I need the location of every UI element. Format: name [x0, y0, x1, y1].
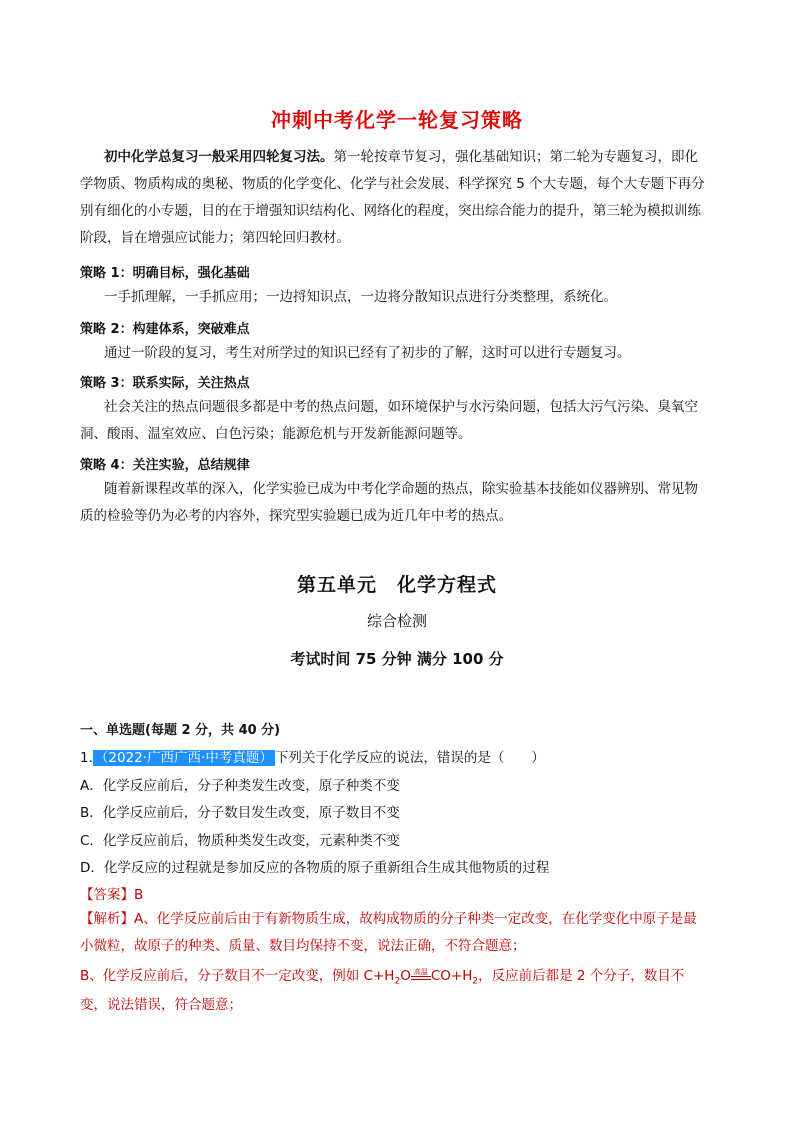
strategy-heading: 策略 2：构建体系，突破难点: [80, 322, 250, 337]
strategy-text: 社会关注的热点问题很多都是中考的热点问题，如环境保护与水污染问题，包括大污气污染、臭氧空: [104, 399, 698, 415]
option-d: D．化学反应的过程就是参加反应的各物质的原子重新组合生成其他物质的过程: [80, 860, 550, 876]
strategy-text: 一手抓理解，一手抓应用；一边捋知识点，一边将分散知识点进行分类整理，系统化。: [104, 289, 617, 305]
exam-info: 考试时间 75 分钟 满分 100 分: [290, 650, 504, 668]
analysis-line: [80, 906, 720, 933]
unit-subtitle: 综合检测: [366, 612, 427, 630]
page-title: 冲刺中考化学一轮复习策略: [271, 108, 523, 132]
section-heading: 一、单选题(每题 2 分，共 40 分): [80, 723, 281, 738]
strategy-text: 质的检验等仍为必考的内容外，探究型实验题已成为近几年中考的热点。: [80, 508, 512, 524]
option-b: B．化学反应前后，分子数目发生改变，原子数目不变: [80, 805, 400, 821]
intro-lead: 初中化学总复习一般采用四轮复习法。: [104, 149, 334, 165]
question-number: 1.: [80, 750, 93, 766]
intro-paragraph: [80, 144, 720, 252]
analysis-text: ，反应前后都是 2 个分子，数目不: [478, 968, 685, 984]
option-a: A．化学反应前后，分子种类发生改变，原子种类不变: [80, 778, 400, 794]
question-stem: [80, 746, 720, 766]
analysis-line-equation: [80, 963, 720, 996]
option-c: C．化学反应前后，物质种类发生改变，元素种类不变: [80, 833, 400, 849]
subscript: 2: [394, 976, 401, 987]
reaction-condition: [411, 968, 431, 980]
intro-line: 别有细化的小专题，目的在于增强知识结构化、网络化的程度，突出综合能力的提升，第三轮为模拟训练: [80, 203, 701, 219]
source-tag[interactable]: （2022·广西广西·中考真题）: [94, 750, 273, 766]
analysis-line: 小微粒，故原子的种类、质量、数目均保持不变，说法正确，不符合题意；: [80, 938, 526, 954]
intro-line: 阶段，旨在增强应试能力；第四轮回归教材。: [80, 230, 350, 246]
answer-value: B: [134, 887, 144, 903]
strategy-text: 随着新课程改革的深入，化学实验已成为中考化学命题的热点，除实验基本技能如仪器辨别、常见物: [104, 481, 698, 497]
intro-line: 学物质、物质构成的奥秘、物质的化学变化、化学与社会发展、科学探究 5 个大专题，每个大专题下再分: [80, 176, 705, 192]
analysis-text: CO+H: [430, 968, 473, 984]
strategy-text: 通过一阶段的复习，考生对所学过的知识已经有了初步的了解，这时可以进行专题复习。: [104, 345, 631, 361]
strategy-heading: 策略 4：关注实验，总结规律: [80, 458, 250, 473]
strategy-heading: 策略 1：明确目标，强化基础: [80, 266, 250, 281]
strategy-heading: 策略 3：联系实际，关注热点: [80, 376, 250, 391]
analysis-text: A、化学反应前后由于有新物质生成，故构成物质的分子种类一定改变，在化学变化中原子是最: [134, 911, 697, 927]
strategy-text: 洞、酸雨、温室效应、白色污染；能源危机与开发新能源问题等。: [80, 426, 472, 442]
analysis-line: 变，说法错误，符合题意；: [80, 997, 242, 1013]
unit-title: 第五单元 化学方程式: [296, 574, 497, 596]
analysis-text: O: [400, 968, 411, 984]
condition-label: 高温: [413, 968, 428, 976]
answer: [80, 883, 720, 903]
analysis-label: 【解析】: [80, 911, 134, 927]
intro-line: 第一轮按章节复习，强化基础知识；第二轮为专题复习，即化: [333, 149, 698, 165]
analysis-text: B、化学反应前后，分子数目不一定改变，例如 C+H: [80, 968, 395, 984]
answer-label: 【答案】: [80, 887, 134, 903]
question-text: 下列关于化学反应的说法，错误的是（ ）: [274, 750, 545, 766]
subscript: 2: [472, 976, 479, 987]
